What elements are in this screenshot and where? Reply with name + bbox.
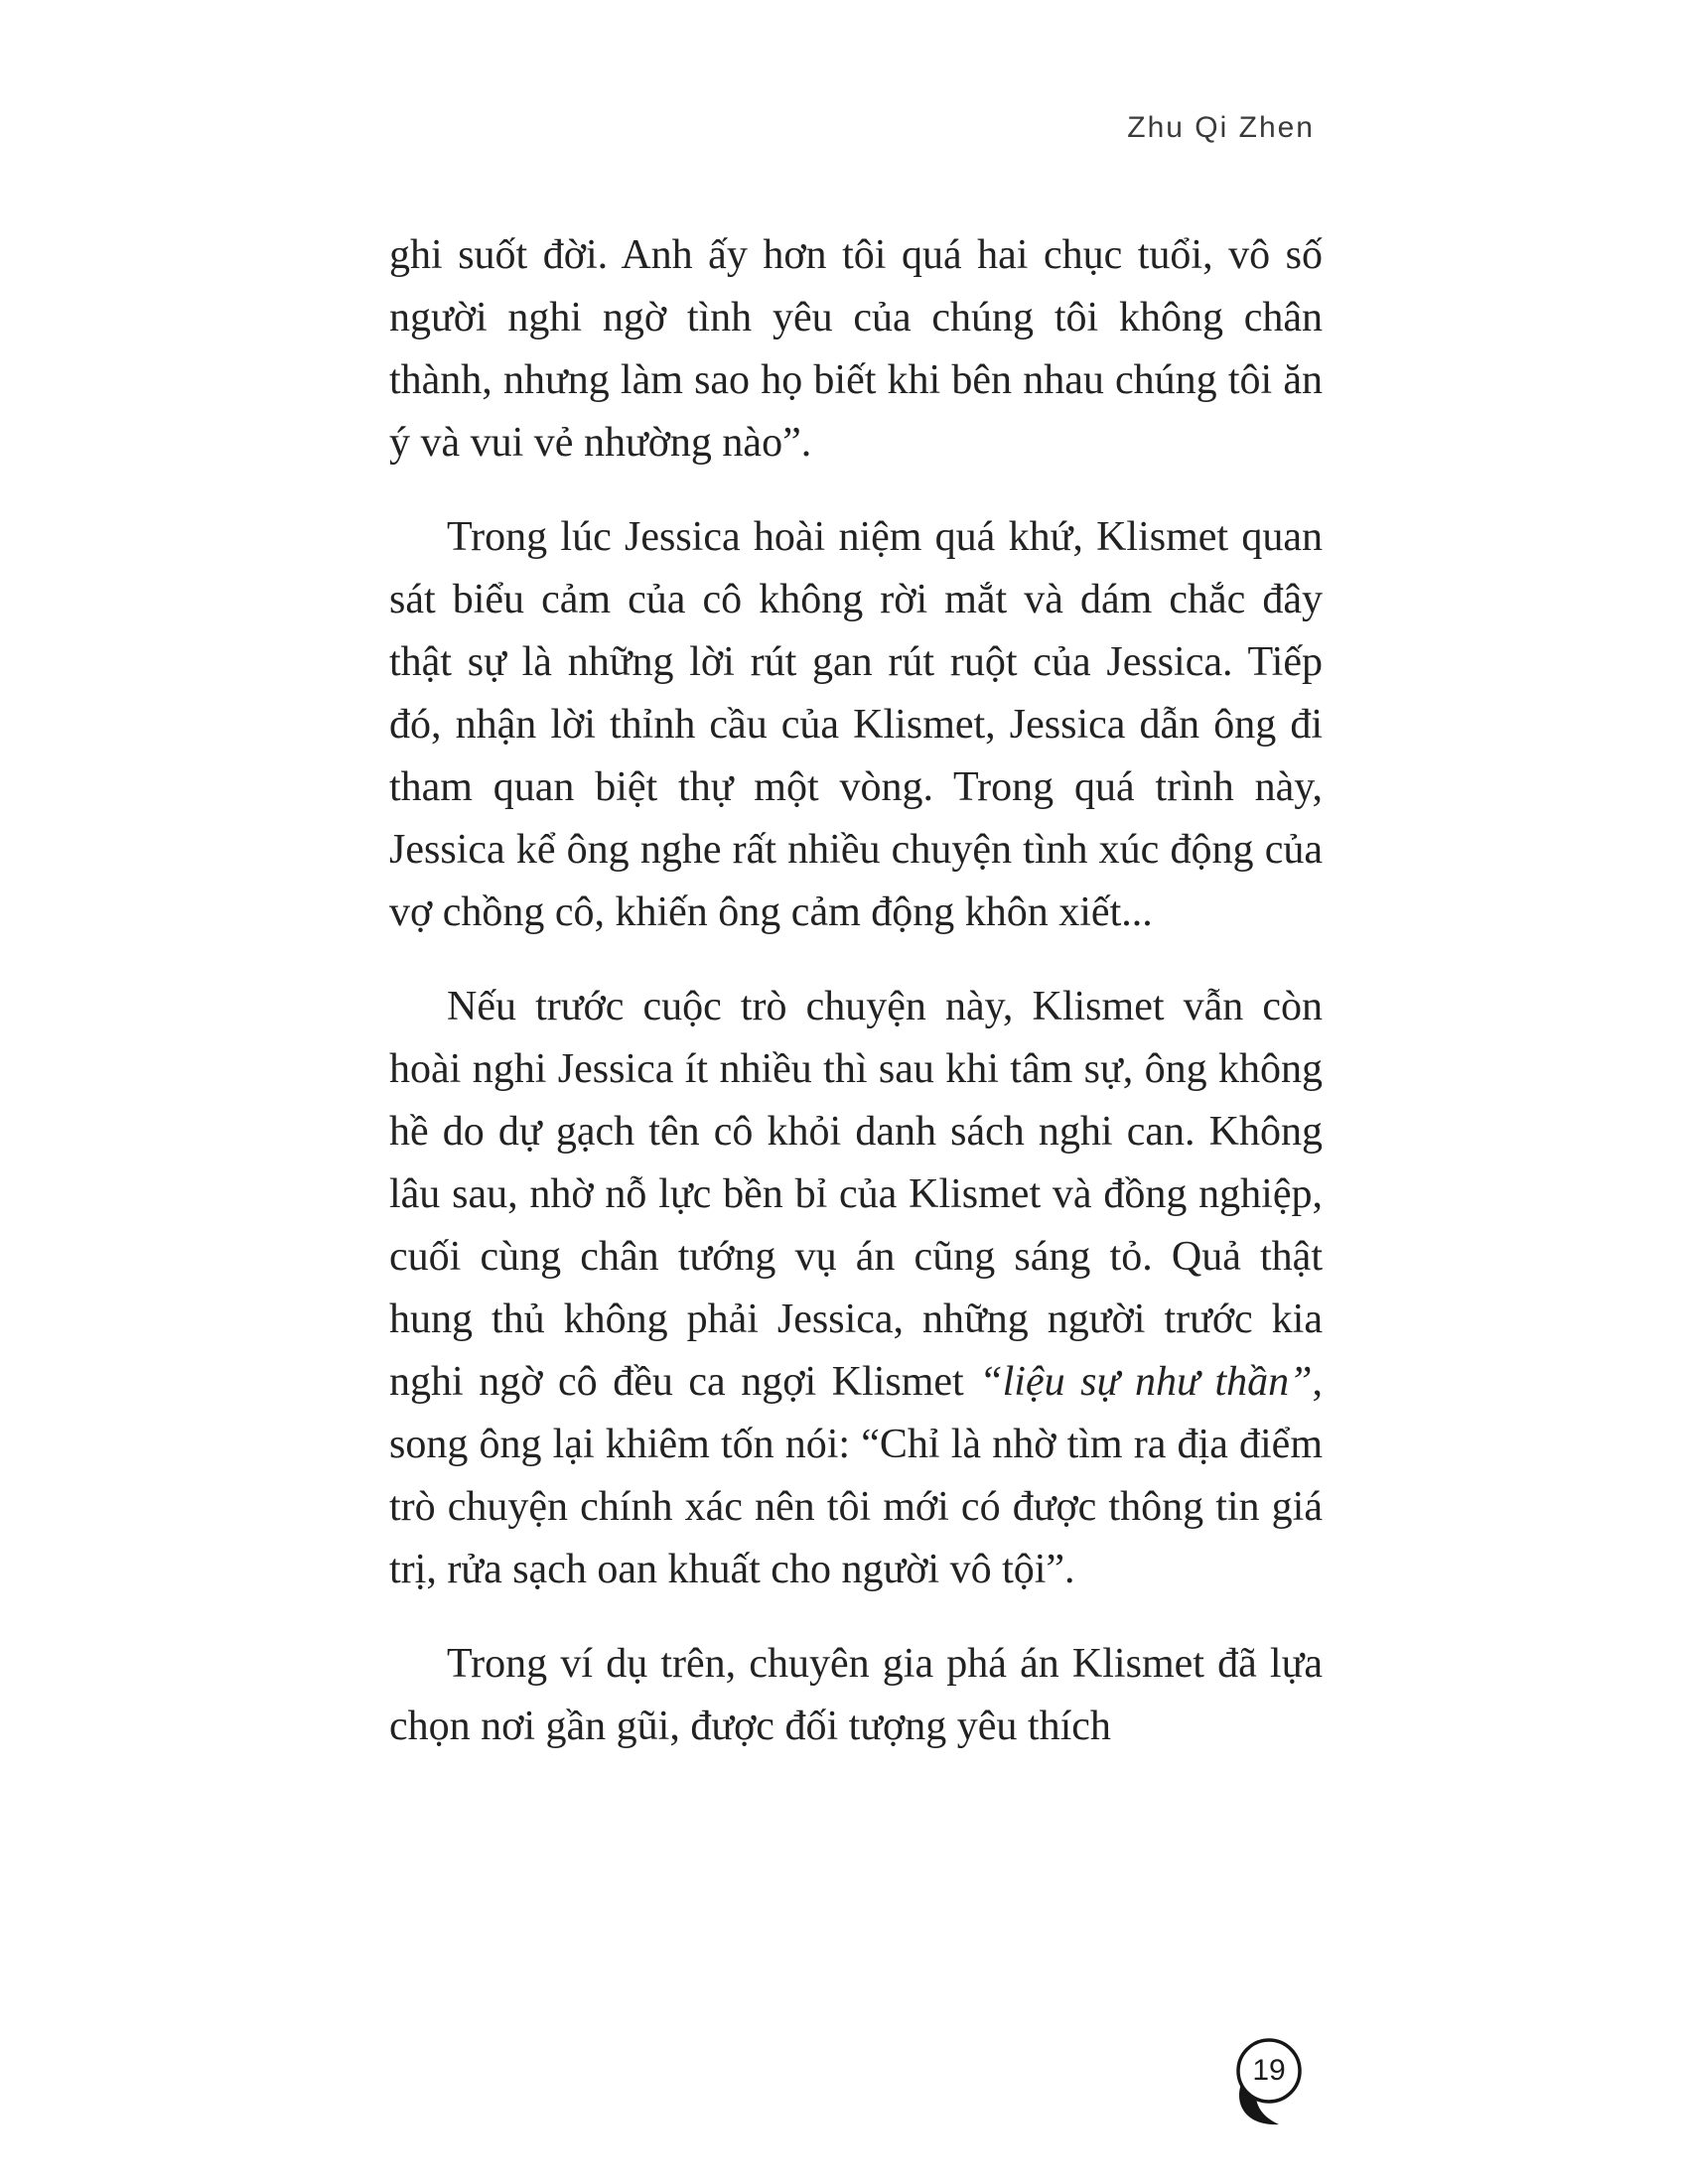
paragraph-italic-phrase: “liệu sự như thần” <box>979 1359 1313 1405</box>
paragraph-text: Nếu trước cuộc trò chuyện này, Klismet vẫn còn hoài nghi Jessica ít nhiều thì sau khi tâm sự, ông không hề do dự gạch tên cô khỏi danh sách nghi can. Không lâu sau, nhờ nỗ lực bền bỉ của Klismet và đồng nghiệp, cuối cùng chân tướng vụ án cũng sáng tỏ. Quả thật hung thủ không phải Jessica, những người trước kia nghi ngờ cô đều ca ngợi Klismet <box>389 984 1323 1405</box>
body-paragraph: Trong lúc Jessica hoài niệm quá khứ, Klismet quan sát biểu cảm của cô không rời mắt và dám chắc đây thật sự là những lời rút gan rút ruột của Jessica. Tiếp đó, nhận lời thỉnh cầu của Klismet, Jessica dẫn ông đi tham quan biệt thự một vòng. Trong quá trình này, Jessica kể ông nghe rất nhiều chuyện tình xúc động của vợ chồng cô, khiến ông cảm động khôn xiết... <box>389 514 1323 935</box>
page-number-bubble <box>1227 2033 1311 2132</box>
body-paragraph <box>389 976 1323 1601</box>
body-paragraph: ghi suốt đời. Anh ấy hơn tôi quá hai chục tuổi, vô số người nghi ngờ tình yêu của chúng tôi không chân thành, nhưng làm sao họ biết khi bên nhau chúng tôi ăn ý và vui vẻ nhường nào”. <box>389 232 1323 466</box>
page-body <box>389 224 1323 1790</box>
body-paragraph: Trong ví dụ trên, chuyên gia phá án Klismet đã lựa chọn nơi gần gũi, được đối tượng yêu thích <box>389 1641 1323 1749</box>
paragraph-text: , song ông lại khiêm tốn nói: “Chỉ là nhờ tìm ra địa điểm trò chuyện chính xác nên tôi mới có được thông tin giá trị, rửa sạch oan khuất cho người vô tội”. <box>389 1359 1323 1592</box>
page-number: 19 <box>1252 2054 1286 2087</box>
running-header: Zhu Qi Zhen <box>1127 111 1315 144</box>
